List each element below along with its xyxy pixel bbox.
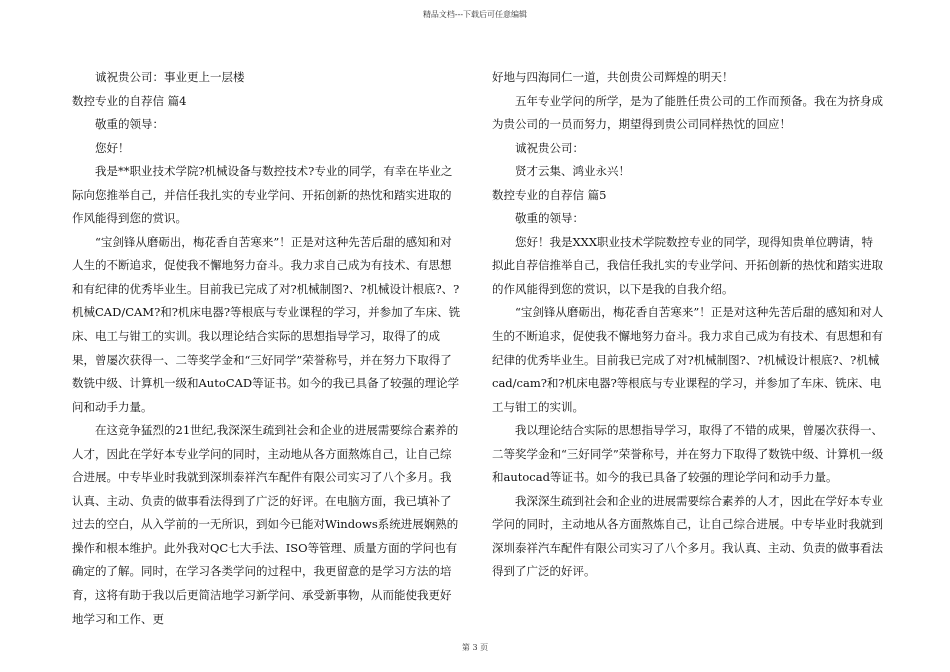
paragraph: 贤才云集、鸿业永兴！	[515, 164, 630, 179]
paragraph: 我是**职业技术学院?机械设备与数控技术?专业的同学，有幸在毕业之际向您推举自己，并信任我扎实的专业学问、开拓创新的热忱和踏实进取的作风能得到您的赏识。	[72, 164, 453, 226]
paragraph: “宝剑锋从磨砺出，梅花香自苦寒来”！正是对这种先苦后甜的感知和对人生的不断追求，促使我不懈地努力奋斗。我力求自己成为有技术、有思想和有纪律的优秀毕业生。目前我已完成了对?机械制图?、?机械设计根底?、?机械CAD/CAM?和?机床电器?等根底与专业课程的学习，并参加了车床、铣床、电工与钳工的实训。我以理论结合实际的思想指导学习，取得了的成果，曾屡次获得一、二等奖学金和“三好同学”荣誉称号，并在努力下取得了数铣中级、计算机一级和AutoCAD等证书。如今的我已具备了较强的理论学问和动手力量。	[72, 234, 461, 414]
paragraph: 您好！	[95, 140, 130, 155]
paragraph: 在这竞争猛烈的21世纪,我深深生疏到社会和企业的进展需要综合素养的人才，因此在学好本专业学问的同时，主动地从各方面熬炼自己，让自己综合进展。中专毕业时我就到深圳泰祥汽车配件有限公司实习了八个多月。我认真、主动、负责的做事看法得到了广泛的好评。在电脑方面，我已填补了过去的空白，从入学前的一无所识，到如今已能对Windows系统进展娴熟的操作和根本维护。此外我对QC七大手法、ISO等管理、质量方面的学问也有确定的了解。同时，在学习各类学问的过程中，我更留意的是学习方法的培育，这将有助于我以后更简洁地学习新学问、承受新事物，从而能使我更好地学习和工作、更	[72, 423, 459, 626]
paragraph: 数控专业的自荐信 篇4	[72, 93, 187, 108]
paragraph: 我深深生疏到社会和企业的进展需要综合素养的人才，因此在学好本专业学问的同时，主动地从各方面熬炼自己，让自己综合进展。中专毕业时我就到深圳泰祥汽车配件有限公司实习了八个多月。我认真、主动、负责的做事看法得到了广泛的好评。	[492, 493, 883, 579]
paragraph: 敬重的领导：	[515, 211, 584, 226]
paragraph: 诚祝贵公司：事业更上一层楼	[95, 70, 245, 84]
paragraph: “宝剑锋从磨砺出，梅花香自苦寒来”！正是对这种先苦后甜的感知和对人生的不断追求，促使我不懈地努力奋斗。我力求自己成为有技术、有思想和有纪律的优秀毕业生。目前我已完成了对?机械制图?、?机械设计根底?、?机械cad/cam?和?机床电器?等根底与专业课程的学习，并参加了车床、铣床、电工与钳工的实训。	[492, 305, 884, 414]
paragraph: 您好！我是XXX职业技术学院数控专业的同学，现得知贵单位聘请，特拟此自荐信推举自己，我信任我扎实的专业学问、开拓创新的热忱和踏实进取的作风能得到您的赏识，以下是我的自我介绍。	[492, 234, 883, 296]
paragraph: 敬重的领导：	[95, 117, 164, 132]
paragraph: 诚祝贵公司：	[515, 140, 584, 155]
page-header: 精品文档---下载后可任意编辑	[422, 10, 528, 19]
paragraph: 数控专业的自荐信 篇5	[492, 187, 607, 202]
page-number: 第 3 页	[461, 643, 489, 652]
paragraph: 我以理论结合实际的思想指导学习，取得了不错的成果，曾屡次获得一、二等奖学金和“三好同学”荣誉称号，并在努力下取得了数铣中级、计算机一级和autocad等证书。如今的我已具备了较强的理论学问和动手力量。	[492, 423, 884, 485]
paragraph: 五年专业学问的所学，是为了能胜任贵公司的工作而预备。我在为挤身成为贵公司的一员而努力，期望得到贵公司同样热忱的回应！	[492, 93, 883, 132]
left-text-column	[72, 66, 462, 631]
right-text-column	[492, 66, 884, 584]
paragraph: 好地与四海同仁一道，共创贵公司辉煌的明天！	[492, 70, 734, 84]
